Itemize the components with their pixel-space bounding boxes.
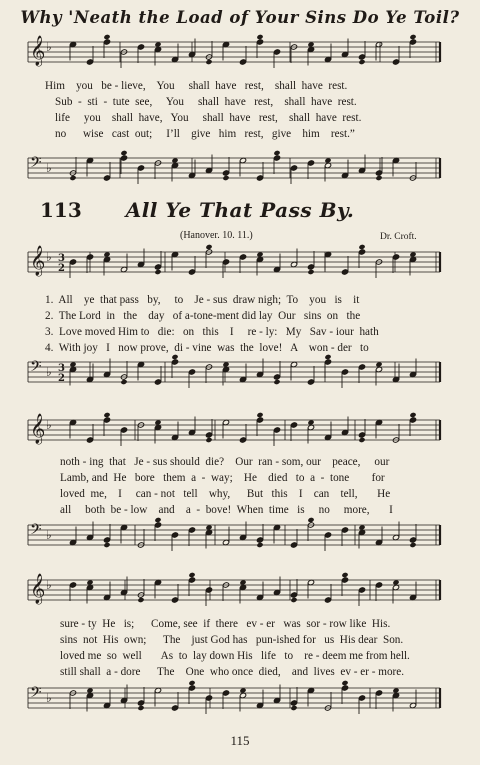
- notehead: [188, 527, 195, 533]
- notehead: [290, 592, 297, 598]
- notehead: [69, 582, 76, 588]
- notehead: [273, 427, 280, 433]
- notehead: [341, 680, 348, 686]
- staff-previous-treble: [28, 42, 440, 62]
- system3-verse-1: sure - ty He is; Come, see if there ev - er was sor - row like His.: [60, 618, 391, 630]
- system2-verse-2: Lamb, and He bore them a - way; He died to a - tone for: [60, 472, 385, 484]
- previous-hymn-verse-3: life you shall have, You shall have rest, shall have rest.: [55, 112, 362, 124]
- notehead: [256, 417, 263, 423]
- notehead: [358, 249, 365, 255]
- notehead: [137, 705, 144, 711]
- notehead: [188, 680, 195, 686]
- notehead: [341, 572, 348, 578]
- system1-verse-4: 4. With joy I now prove, di - vine was the love! A won - der to: [45, 342, 369, 354]
- notehead: [256, 412, 263, 418]
- notehead: [239, 437, 246, 443]
- notehead: [358, 54, 365, 60]
- notehead: [375, 170, 382, 176]
- notehead: [256, 537, 263, 543]
- notehead: [222, 259, 229, 265]
- notehead: [222, 690, 229, 696]
- system1-verse-1: 1. All ye that pass by, to Je - sus draw nigh; To you is it: [45, 294, 360, 306]
- notehead: [103, 542, 110, 548]
- notehead: [341, 269, 348, 275]
- notehead: [205, 59, 212, 65]
- notehead: [324, 354, 331, 360]
- notehead: [137, 597, 144, 603]
- notehead: [307, 269, 314, 275]
- notehead: [358, 244, 365, 250]
- notehead: [86, 437, 93, 443]
- notehead: [205, 695, 212, 701]
- notehead: [273, 155, 280, 161]
- notehead: [358, 59, 365, 65]
- notehead: [205, 437, 212, 443]
- notehead: [188, 269, 195, 275]
- notehead: [375, 582, 382, 588]
- notehead: [358, 587, 365, 593]
- flat-sign-icon: ♭: [46, 418, 52, 432]
- notehead: [290, 700, 297, 706]
- notehead: [409, 537, 416, 543]
- notehead: [103, 537, 110, 543]
- notehead: [154, 379, 161, 385]
- notehead: [290, 165, 297, 171]
- notehead: [290, 597, 297, 603]
- page-number: 115: [230, 733, 250, 748]
- bass-clef-icon: 𝄢: [30, 358, 42, 379]
- notehead: [409, 39, 416, 45]
- notehead: [103, 412, 110, 418]
- hymn-title: All Ye That Pass By.: [125, 198, 355, 222]
- notehead: [375, 175, 382, 181]
- notehead: [154, 522, 161, 528]
- time-signature-top: 3: [58, 253, 65, 264]
- treble-clef-icon: 𝄞: [30, 246, 46, 276]
- notehead: [171, 354, 178, 360]
- notehead: [358, 437, 365, 443]
- notehead: [103, 417, 110, 423]
- treble-clef-icon: 𝄞: [30, 414, 46, 444]
- notehead: [103, 39, 110, 45]
- notehead: [392, 59, 399, 65]
- notehead: [205, 587, 212, 593]
- notehead: [375, 690, 382, 696]
- previous-hymn-title: Why 'Neath the Load of Your Sins Do Ye Toil?: [20, 8, 460, 27]
- bass-clef-icon: 𝄢: [30, 684, 42, 705]
- notehead: [222, 175, 229, 181]
- notehead: [120, 427, 127, 433]
- time-signature-bottom: 2: [58, 263, 65, 274]
- system1-verse-2: 2. The Lord in the day of a-tone-ment did lay Our sins on the: [45, 310, 361, 322]
- notehead: [222, 170, 229, 176]
- notehead: [188, 572, 195, 578]
- notehead: [256, 175, 263, 181]
- notehead: [341, 369, 348, 375]
- system2-verse-4: all both be - low and a - bove! When time is no more, I: [60, 504, 393, 516]
- notehead: [103, 175, 110, 181]
- notehead: [120, 155, 127, 161]
- hymn-composer: Dr. Croft.: [380, 232, 417, 242]
- notehead: [137, 44, 144, 50]
- notehead: [307, 264, 314, 270]
- notehead: [154, 517, 161, 523]
- notehead: [256, 542, 263, 548]
- previous-hymn-verse-2: Sub - sti - tute see, You shall have rest, shall have rest.: [55, 96, 357, 108]
- notehead: [188, 369, 195, 375]
- notehead: [341, 527, 348, 533]
- notehead: [69, 175, 76, 181]
- system3-verse-3: loved me so well As to lay down His life to re - deem me from hell.: [60, 650, 410, 662]
- notehead: [171, 705, 178, 711]
- bass-clef-icon: 𝄢: [30, 154, 42, 175]
- notehead: [86, 254, 93, 260]
- flat-sign-icon: ♭: [46, 365, 52, 379]
- notehead: [409, 417, 416, 423]
- notehead: [137, 700, 144, 706]
- flat-sign-icon: ♭: [46, 250, 52, 264]
- notehead: [290, 705, 297, 711]
- bass-clef-icon: 𝄢: [30, 521, 42, 542]
- notehead: [205, 244, 212, 250]
- notehead: [307, 379, 314, 385]
- treble-clef-icon: 𝄞: [30, 36, 46, 66]
- notehead: [256, 39, 263, 45]
- notehead: [273, 150, 280, 156]
- notehead: [358, 432, 365, 438]
- notehead: [392, 254, 399, 260]
- notehead: [341, 577, 348, 583]
- flat-sign-icon: ♭: [46, 691, 52, 705]
- system1-verse-3: 3. Love moved Him to die: on this I re - ly: My Sav - iour hath: [45, 326, 379, 338]
- flat-sign-icon: ♭: [46, 528, 52, 542]
- flat-sign-icon: ♭: [46, 578, 52, 592]
- notehead: [205, 432, 212, 438]
- notehead: [307, 517, 314, 523]
- notehead: [171, 597, 178, 603]
- notehead: [409, 412, 416, 418]
- notehead: [120, 379, 127, 385]
- notehead: [188, 685, 195, 691]
- notehead: [324, 359, 331, 365]
- notehead: [120, 150, 127, 156]
- notehead: [273, 374, 280, 380]
- notehead: [171, 359, 178, 365]
- notehead: [103, 34, 110, 40]
- notehead: [409, 542, 416, 548]
- treble-clef-icon: 𝄞: [30, 574, 46, 604]
- time-signature-bottom: 2: [58, 373, 65, 384]
- notehead: [154, 269, 161, 275]
- flat-sign-icon: ♭: [46, 161, 52, 175]
- notehead: [69, 259, 76, 265]
- system2-verse-1: noth - ing that Je - sus should die? Our ran - som, our peace, our: [60, 456, 390, 468]
- flat-sign-icon: ♭: [46, 40, 52, 54]
- time-signature-top: 3: [58, 363, 65, 374]
- notehead: [239, 254, 246, 260]
- notehead: [341, 685, 348, 691]
- notehead: [256, 34, 263, 40]
- notehead: [409, 34, 416, 40]
- notehead: [324, 597, 331, 603]
- notehead: [137, 165, 144, 171]
- notehead: [86, 59, 93, 65]
- previous-hymn-verse-4: no wise cast out; I’ll give him rest, give him rest.”: [55, 128, 355, 140]
- notehead: [188, 577, 195, 583]
- notehead: [307, 160, 314, 166]
- notehead: [324, 532, 331, 538]
- hymn-meter: (Hanover. 10. 11.): [180, 230, 253, 241]
- notehead: [358, 695, 365, 701]
- previous-hymn-verse-1: Him you be - lieve, You shall have rest, shall have rest.: [45, 80, 348, 92]
- system2-verse-3: loved me, I can - not tell why, But this I can tell, He: [60, 488, 391, 500]
- notehead: [290, 542, 297, 548]
- notehead: [171, 532, 178, 538]
- notehead: [154, 264, 161, 270]
- system3-verse-2: sins not His own; The just God has pun-ished for us His dear Son.: [60, 634, 404, 646]
- system3-verse-4: still shall a - dore The One who once died, and lives ev - er - more.: [60, 666, 405, 678]
- notehead: [239, 59, 246, 65]
- notehead: [290, 422, 297, 428]
- notehead: [273, 379, 280, 385]
- notehead: [358, 364, 365, 370]
- notehead: [273, 49, 280, 55]
- hymn-number: 113: [40, 198, 82, 222]
